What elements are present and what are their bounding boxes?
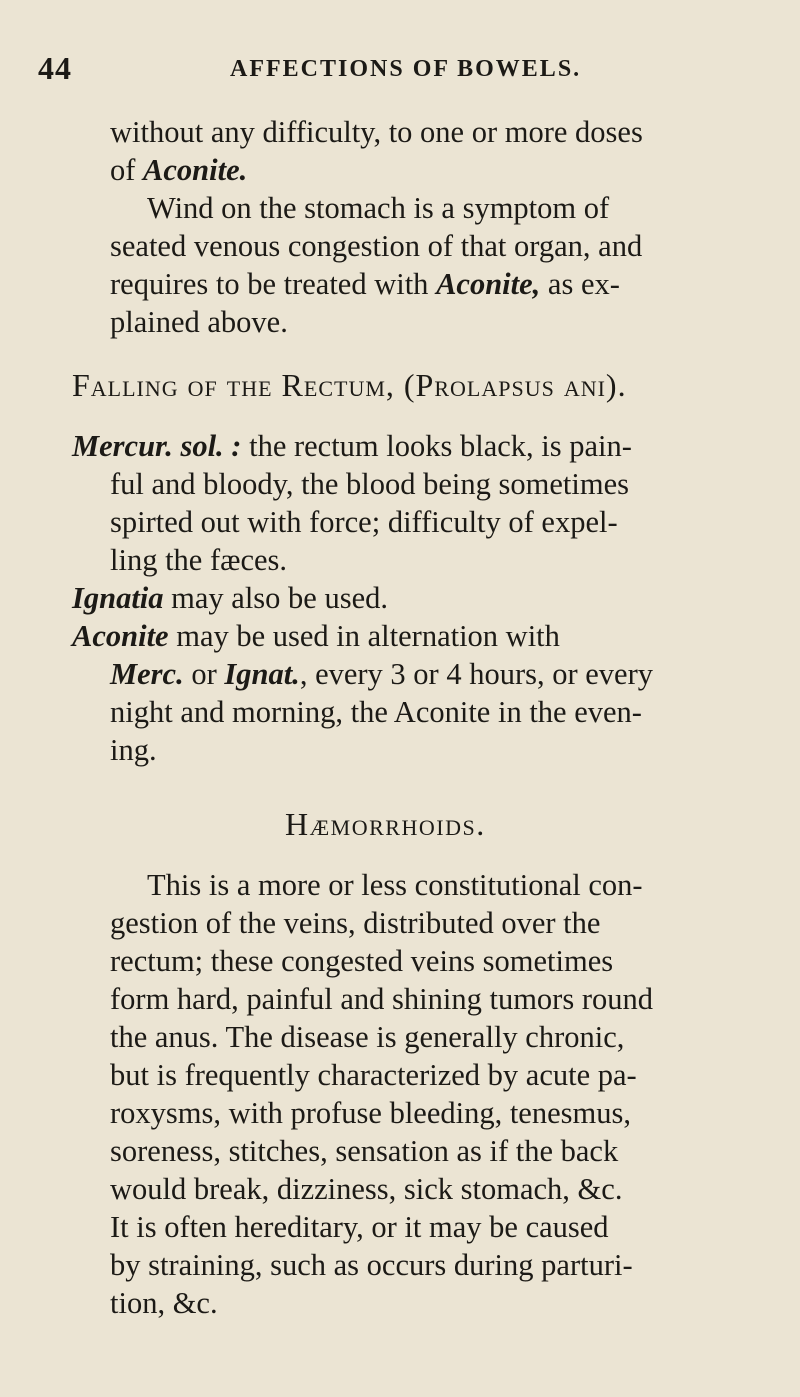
text-line: rectum; these congested veins sometimes <box>110 944 614 978</box>
text-line: but is frequently characterized by acute pa- <box>110 1058 637 1092</box>
text-line: ling the fæces. <box>110 543 288 577</box>
text-line: gestion of the veins, distributed over the <box>110 906 601 940</box>
remedy-name: Mercur. sol. : <box>72 429 242 463</box>
text-line: plained above. <box>110 305 288 339</box>
remedy-name: Merc. <box>110 657 184 691</box>
text-line: would break, dizziness, sick stomach, &c. <box>110 1172 623 1206</box>
text-line: This is a more or less constitutional con- <box>147 868 643 902</box>
text-line: tion, &c. <box>110 1286 218 1320</box>
text-line: Wind on the stomach is a symptom of <box>147 191 610 225</box>
text-line: the anus. The disease is generally chronic, <box>110 1020 625 1054</box>
text-line: without any difficulty, to one or more doses <box>110 115 643 149</box>
text-line: Aconite may be used in alternation with <box>72 619 560 653</box>
text-line: ing. <box>110 733 157 767</box>
text-line: ful and bloody, the blood being sometimes <box>110 467 629 501</box>
text-line: spirted out with force; difficulty of expel- <box>110 505 618 539</box>
page-header <box>38 50 778 90</box>
section-heading-haemorrhoids: Hæmorrhoids. <box>285 806 486 842</box>
remedy-name: Ignat. <box>224 657 300 691</box>
text-line: roxysms, with profuse bleeding, tenesmus, <box>110 1096 631 1130</box>
text-line: Merc. or Ignat., every 3 or 4 hours, or every <box>110 657 653 691</box>
text-line: Mercur. sol. : the rectum looks black, is pain- <box>72 429 632 463</box>
remedy-name: Aconite <box>72 619 169 653</box>
running-title: AFFECTIONS OF BOWELS. <box>230 56 582 82</box>
text-line: night and morning, the Aconite in the even- <box>110 695 642 729</box>
remedy-name: Aconite, <box>436 267 541 301</box>
text-line: soreness, stitches, sensation as if the back <box>110 1134 619 1168</box>
section-heading-prolapsus: Falling of the Rectum, (Prolapsus ani). <box>72 367 627 403</box>
text-line: seated venous congestion of that organ, and <box>110 229 643 263</box>
text-line: It is often hereditary, or it may be caused <box>110 1210 609 1244</box>
remedy-name: Aconite. <box>143 153 248 187</box>
text-line: by straining, such as occurs during parturi- <box>110 1248 633 1282</box>
remedy-name: Ignatia <box>72 581 164 615</box>
text-line: of Aconite. <box>110 153 248 187</box>
page-number: 44 <box>38 50 72 86</box>
text-line: requires to be treated with Aconite, as ex- <box>110 267 620 301</box>
text-line: Ignatia may also be used. <box>72 581 388 615</box>
text-line: form hard, painful and shining tumors round <box>110 982 653 1016</box>
